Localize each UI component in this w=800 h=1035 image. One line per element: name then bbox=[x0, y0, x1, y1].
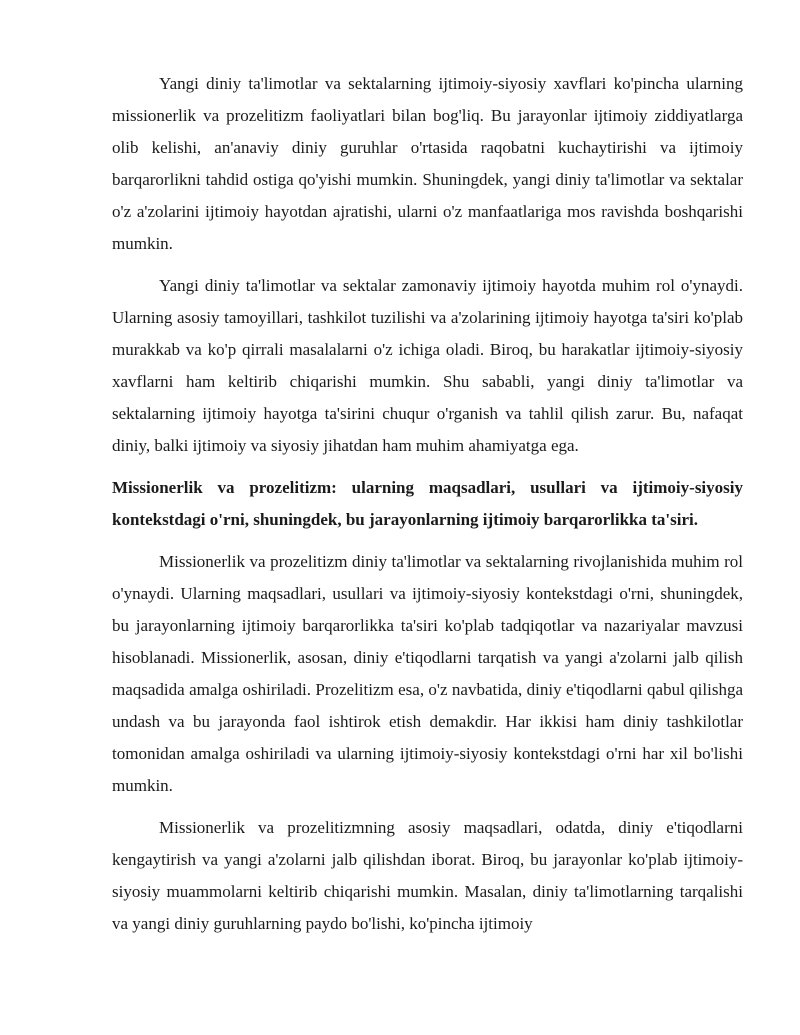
section-heading-missionary-proselytism: Missionerlik va prozelitizm: ularning maqsadlari, usullari va ijtimoiy-siyosiy kontekstdagi o'rni, shuningdek, bu jarayonlarning ijtimoiy barqarorlikka ta'siri. bbox=[112, 478, 743, 529]
paragraph-missionary-goals: Missionerlik va prozelitizmning asosiy maqsadlari, odatda, diniy e'tiqodlarni kengaytirish va yangi a'zolarni jalb qilishdan iborat. Biroq, bu jarayonlar ko'plab ijtimoiy-siyosiy muammolarni keltirib chiqarishi mumkin. Masalan, diniy ta'limotlarning tarqalishi va yangi diniy guruhlarning paydo bo'lishi, ko'pincha ijtimoiy bbox=[112, 818, 743, 933]
paragraph-new-religious-movements: Yangi diniy ta'limotlar va sektalar zamonaviy ijtimoiy hayotda muhim rol o'ynaydi. Ularning asosiy tamoyillari, tashkilot tuzilishi va a'zolarining ijtimoiy hayotga ta'siri ko'plab murakkab va ko'p qirrali masalalarni o'z ichiga oladi. Biroq, bu harakatlar ijtimoiy-siyosiy xavflarni ham keltirib chiqarishi mumkin. Shu sababli, yangi diniy ta'limotlar va sektalarning ijtimoiy hayotga ta'sirini chuqur o'rganish va tahlil qilish zarur. Bu, nafaqat diniy, balki ijtimoiy va siyosiy jihatdan ham muhim ahamiyatga ega. bbox=[112, 276, 743, 455]
paragraph-missionary-role: Missionerlik va prozelitizm diniy ta'limotlar va sektalarning rivojlanishida muhim rol o'ynaydi. Ularning maqsadlari, usullari va ijtimoiy-siyosiy kontekstdagi o'rni, shuningdek, bu jarayonlarning ijtimoiy barqarorlikka ta'siri ko'plab tadqiqotlar va nazariyalar mavzusi hisoblanadi. Missionerlik, asosan, diniy e'tiqodlarni tarqatish va yangi a'zolarni jalb qilish maqsadida amalga oshiriladi. Prozelitizm esa, o'z navbatida, diniy e'tiqodlarni qabul qilishga undash va bu jarayonda faol ishtirok etish demakdir. Har ikkisi ham diniy tashkilotlar tomonidan amalga oshiriladi va ularning ijtimoiy-siyosiy kontekstdagi o'rni har xil bo'lishi mumkin. bbox=[112, 552, 743, 795]
paragraph-risks-missionary: Yangi diniy ta'limotlar va sektalarning ijtimoiy-siyosiy xavflari ko'pincha ularning missionerlik va prozelitizm faoliyatlari bilan bog'liq. Bu jarayonlar ijtimoiy ziddiyatlarga olib kelishi, an'anaviy diniy guruhlar o'rtasida raqobatni kuchaytirishi va ijtimoiy barqarorlikni tahdid ostiga qo'yishi mumkin. Shuningdek, yangi diniy ta'limotlar va sektalar o'z a'zolarini ijtimoiy hayotdan ajratishi, ularni o'z manfaatlariga mos ravishda boshqarishi mumkin. bbox=[112, 74, 743, 253]
